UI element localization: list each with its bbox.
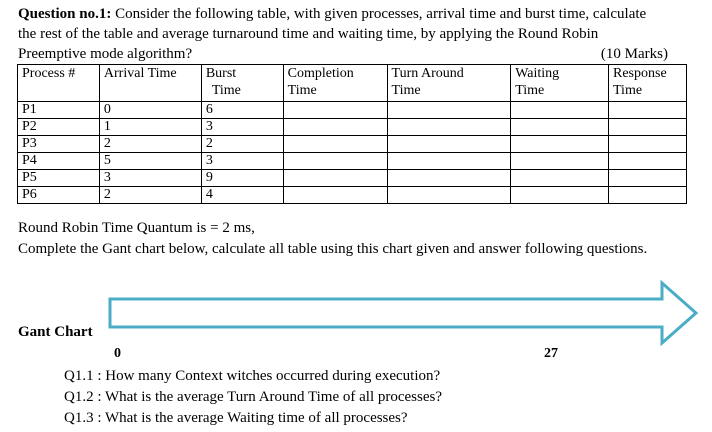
cell-burst: 9: [201, 170, 283, 187]
cell-waiting: [511, 119, 609, 136]
cell-turnaround: [387, 119, 511, 136]
cell-process: P1: [18, 102, 100, 119]
gant-chart-label: Gant Chart: [18, 324, 93, 340]
cell-process: P4: [18, 153, 100, 170]
header-turnaround: [387, 65, 511, 102]
gant-chart-arrow: [108, 280, 702, 346]
cell-burst: 3: [201, 153, 283, 170]
question-line-2: the rest of the table and average turnaround time and waiting time, by applying the Round Robin: [18, 26, 599, 42]
marks-label: (10 Marks): [600, 46, 668, 62]
cell-completion: [283, 153, 387, 170]
question-line-1: [18, 4, 646, 24]
cell-turnaround: [387, 170, 511, 187]
cell-process: P5: [18, 170, 100, 187]
header-waiting-1: Waiting: [515, 66, 560, 81]
cell-response: [609, 102, 687, 119]
cell-completion: [283, 102, 387, 119]
process-table: [17, 64, 687, 204]
cell-completion: [283, 170, 387, 187]
cell-turnaround: [387, 153, 511, 170]
cell-waiting: [511, 153, 609, 170]
table-row: [18, 102, 687, 119]
header-turnaround-1: Turn Around: [391, 66, 464, 81]
cell-response: [609, 153, 687, 170]
cell-process: P2: [18, 119, 100, 136]
cell-arrival: 2: [99, 136, 201, 153]
table-row: [18, 119, 687, 136]
gant-start-time: 0: [114, 346, 121, 361]
header-response-1: Response: [613, 66, 667, 81]
gant-end-time: 27: [544, 346, 558, 361]
question-1-3: Q1.3 : What is the average Waiting time of all processes?: [64, 410, 408, 426]
cell-burst: 3: [201, 119, 283, 136]
header-waiting: [511, 65, 609, 102]
cell-completion: [283, 119, 387, 136]
header-process: Process #: [18, 65, 100, 102]
cell-turnaround: [387, 102, 511, 119]
cell-burst: 2: [201, 136, 283, 153]
question-1-1: Q1.1 : How many Context witches occurred during execution?: [64, 368, 441, 384]
table-row: [18, 136, 687, 153]
table-header-row: [18, 65, 687, 102]
cell-arrival: 2: [99, 187, 201, 204]
header-completion-2: Time: [287, 83, 317, 98]
cell-waiting: [511, 136, 609, 153]
header-burst: [201, 65, 283, 102]
header-completion: [283, 65, 387, 102]
cell-turnaround: [387, 187, 511, 204]
cell-response: [609, 136, 687, 153]
cell-arrival: 5: [99, 153, 201, 170]
cell-burst: 4: [201, 187, 283, 204]
cell-completion: [283, 136, 387, 153]
cell-turnaround: [387, 136, 511, 153]
header-arrival: Arrival Time: [99, 65, 201, 102]
cell-arrival: 1: [99, 119, 201, 136]
question-prefix: Question no.1:: [18, 6, 112, 22]
gant-arrow-shape: [110, 283, 696, 343]
table-row: [18, 187, 687, 204]
table-row: [18, 153, 687, 170]
header-turnaround-2: Time: [391, 83, 421, 98]
cell-response: [609, 187, 687, 204]
cell-arrival: 3: [99, 170, 201, 187]
table-row: [18, 170, 687, 187]
header-burst-2: Time: [211, 83, 241, 98]
question-1-2: Q1.2 : What is the average Turn Around Time of all processes?: [64, 389, 443, 405]
question-line-3: Preemptive mode algorithm?: [18, 46, 193, 62]
cell-process: P3: [18, 136, 100, 153]
cell-waiting: [511, 102, 609, 119]
header-burst-1: Burst: [205, 66, 237, 81]
header-response: [609, 65, 687, 102]
cell-process: P6: [18, 187, 100, 204]
instructions-text: Complete the Gant chart below, calculate all table using this chart given and answer following questions.: [18, 241, 648, 257]
cell-arrival: 0: [99, 102, 201, 119]
cell-burst: 6: [201, 102, 283, 119]
question-line-1-text: Consider the following table, with given processes, arrival time and burst time, calculate: [111, 6, 647, 22]
header-response-2: Time: [613, 83, 643, 98]
cell-response: [609, 119, 687, 136]
cell-response: [609, 170, 687, 187]
header-completion-1: Completion: [287, 66, 354, 81]
quantum-line: Round Robin Time Quantum is = 2 ms,: [18, 220, 255, 236]
header-waiting-2: Time: [515, 83, 545, 98]
cell-completion: [283, 187, 387, 204]
cell-waiting: [511, 170, 609, 187]
cell-waiting: [511, 187, 609, 204]
